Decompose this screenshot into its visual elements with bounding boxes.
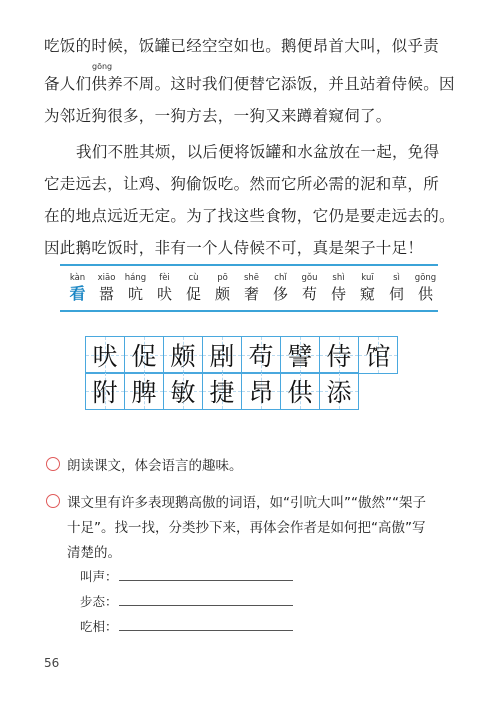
- fill-label-gait: 步态：: [80, 594, 118, 609]
- fill-label-sound: 叫声：: [80, 569, 118, 584]
- vocab-item: xiāo 嚣: [97, 273, 116, 303]
- vocab-item: cù 促: [185, 273, 201, 303]
- vocab-item: shē 奢: [243, 273, 260, 303]
- vocab-item: shì 侍: [330, 273, 346, 303]
- vocab-item: pō 颇: [214, 273, 230, 303]
- grid-cell: 侍: [319, 336, 359, 374]
- exercise-bullet-icon: [46, 494, 60, 508]
- grid-cell: 譬: [280, 336, 320, 374]
- grid-cell: 吠: [85, 336, 125, 374]
- paragraph2-line2: 它走远去，让鸡、狗偷饭吃。然而它所必需的泥和草，所: [44, 175, 440, 193]
- pinyin-vocabulary-band: [60, 264, 438, 312]
- grid-cell: 颇: [163, 336, 203, 374]
- grid-cell: 苟: [241, 336, 281, 374]
- grid-cell: 昂: [241, 372, 281, 410]
- exercise-2-line1: 课文里有许多表现鹅高傲的词语，如“引吭大叫”“傲然”“架子: [67, 495, 426, 511]
- vocab-lead-char: 看: [69, 284, 86, 303]
- writing-grid-row1: [86, 336, 398, 374]
- paragraph2-line3: 在的地点远近无定。为了找这些食物，它仍是要走远去的。: [44, 207, 455, 225]
- paragraph1-line2: 备人们供养不周。这时我们便替它添饭，并且站着侍候。因: [44, 75, 455, 93]
- fill-line-gait[interactable]: [119, 605, 293, 606]
- vocab-item: gōng 供: [414, 273, 437, 303]
- vocab-item: chǐ 侈: [272, 273, 288, 303]
- writing-grid-row2: [86, 372, 359, 410]
- exercise-2-line3: 清楚的。: [67, 545, 121, 561]
- paragraph1-line1: 吃饭的时候，饭罐已经空空如也。鹅便昂首大叫，似乎责: [44, 37, 440, 55]
- fill-label-eating: 吃相：: [80, 619, 118, 634]
- grid-cell: 促: [124, 336, 164, 374]
- vocab-item: kuī 窥: [359, 273, 375, 303]
- exercise-1-text: 朗读课文，体会语言的趣味。: [67, 458, 243, 474]
- paragraph1-line3: 为邻近狗很多，一狗方去，一狗又来蹲着窥伺了。: [44, 107, 392, 125]
- grid-cell: 供: [280, 372, 320, 410]
- grid-cell: 敏: [163, 372, 203, 410]
- fill-line-eating[interactable]: [119, 630, 293, 631]
- fill-line-sound[interactable]: [119, 580, 293, 581]
- grid-cell: 捷: [202, 372, 242, 410]
- paragraph2-line4: 因此鹅吃饭时，非有一个人侍候不可，真是架子十足！: [44, 239, 424, 257]
- vocab-item: fèi 吠: [156, 273, 172, 303]
- paragraph2-line1: 我们不胜其烦，以后便将饭罐和水盆放在一起，免得: [76, 143, 440, 161]
- page-number: 56: [44, 656, 60, 670]
- grid-cell: 馆: [358, 336, 398, 374]
- pinyin-annotation: gōng: [92, 62, 113, 71]
- vocab-item: háng 吭: [124, 273, 147, 303]
- exercise-2-line2: 十足”。找一找，分类抄下来，再体会作者是如何把“高傲”写: [67, 520, 426, 536]
- grid-cell: 脾: [124, 372, 164, 410]
- exercise-bullet-icon: [46, 457, 60, 471]
- vocab-item: gǒu 苟: [301, 273, 318, 303]
- grid-cell: 添: [319, 372, 359, 410]
- grid-cell: 剧: [202, 336, 242, 374]
- vocab-item: sì 伺: [388, 273, 404, 303]
- grid-cell: 附: [85, 372, 125, 410]
- vocab-item: kàn 看: [64, 272, 91, 304]
